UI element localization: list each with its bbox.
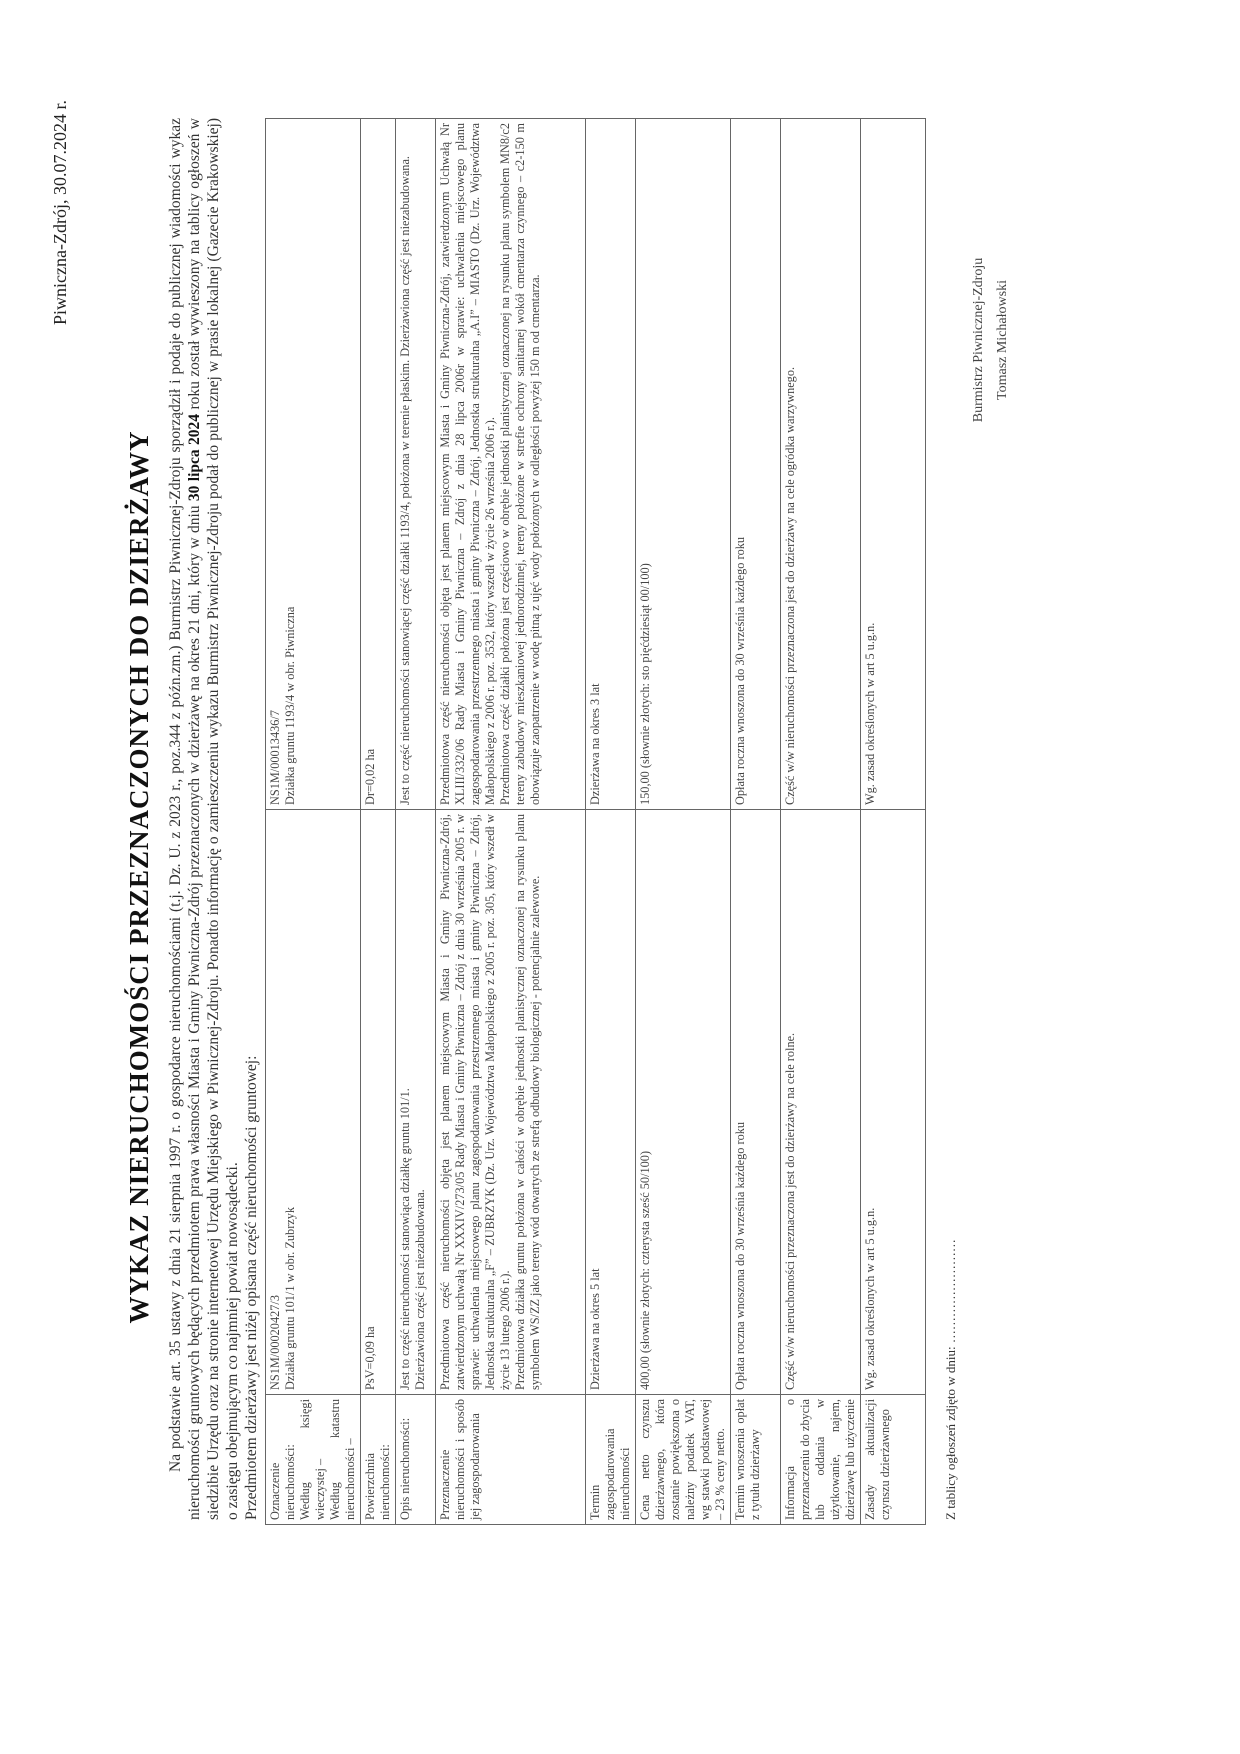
- cell-line: Opłata roczna wnoszona do 30 września każdego roku: [733, 1121, 747, 1390]
- cell-line: Przedmiotowa część nieruchomości objęta jest planem miejscowym Miasta i Gminy Piwniczna-Zdrój, zatwierdzonym Uchwałą Nr XLIII/332/06 Rady Miasta i Gminy Piwniczna – Zdrój z dnia 28 lipca 2006r w sprawie: uchwalenia miejscowego planu zagospodarowania przestrzennego miasta i gminy Piwniczna – Zdrój, Jednostka strukturalna „A.I” – MIASTO (Dz. Urz. Województwa Małopolskiego z 2006 r. poz. 3532, który wszedł w życie 26 września 2006 r.).: [438, 123, 497, 805]
- cell-line: Cena netto czynszu dzierżawnego, która zostanie powiększona o należny podatek VAT, wg stawki podstawowej – 23 % ceny netto.: [638, 1399, 727, 1520]
- cell-line: Działka gruntu 1193/4 w obr. Piwniczna: [283, 606, 297, 805]
- cell-parcel-1: [731, 810, 781, 1395]
- table-row: [361, 119, 396, 1525]
- cell-parcel-2: [436, 119, 586, 810]
- cell-line: Jest to część nieruchomości stanowiąca działkę gruntu 101/1.: [398, 1088, 412, 1390]
- cell-line: Przeznaczenie nieruchomości i sposób jej zagospodarowania: [438, 1399, 482, 1520]
- cell-line: NS1M/00020427/3: [268, 1295, 282, 1390]
- cell-line: Opis nieruchomości:: [398, 1417, 412, 1520]
- row-label: [636, 1395, 731, 1525]
- cell-line: Według księgi wieczystej –: [298, 1399, 327, 1520]
- table-row: [436, 119, 586, 1525]
- signature-name: Tomasz Michałowski: [995, 280, 1010, 400]
- cell-line: Dzierżawa na okres 3 lat: [588, 683, 602, 805]
- signature-role: Burmistrz Piwnicznej-Zdroju: [971, 257, 986, 423]
- cell-line: Termin zagospodarowania nieruchomości: [588, 1428, 632, 1520]
- table-row: [731, 119, 781, 1525]
- cell-parcel-2: [781, 119, 861, 810]
- cell-line: Powierzchnia nieruchomości:: [363, 1444, 392, 1520]
- property-table: [265, 118, 926, 1525]
- table-row: [586, 119, 636, 1525]
- cell-line: Przedmiotowa część nieruchomości objęta jest planem miejscowym Miasta i Gminy Piwniczna-Zdrój, zatwierdzonym uchwałą Nr XXXIV/273/05 Rady Miasta i Gminy Piwniczna – Zdrój z dnia 30 września 2005 r. w sprawie: uchwalenia miejscowego planu zagospodarowania przestrzennego miasta i gminy Piwniczna – Zdrój, Jednostka strukturalna „F” – ZUBRZYK (Dz. Urz. Województwa Małopolskiego z 2005 r. poz. 305, który wszedł w życie 13 lutego 2006 r.).: [438, 814, 512, 1390]
- cell-parcel-2: [861, 119, 926, 810]
- cell-parcel-2: [586, 119, 636, 810]
- table-row: [636, 119, 731, 1525]
- intro-subject: Przedmiotem dzierżawy jest niżej opisana część nieruchomości gruntowej:: [243, 1055, 260, 1520]
- cell-line: Oznaczenie nieruchomości:: [268, 1444, 297, 1520]
- intro-part1: Na podstawie art. 35 ustawy z dnia 21 sierpnia 1997 r. o gospodarce nieruchomościami (t.j. Dz. U. z 2023 r., poz.344 z późn.zm.) Burmistrz Piwnicznej-Zdroju sporządził i podaje do publicznej wiadomości wykaz nieruchomości gruntowych będących przedmiotem prawa własności Miasta i Gminy Piwniczna-Zdrój przeznaczonych w dzierżawę na okres 21 dni, który w dniu: [167, 118, 203, 1520]
- row-label: [781, 1395, 861, 1525]
- cell-parcel-1: [861, 810, 926, 1395]
- cell-parcel-1: [436, 810, 586, 1395]
- cell-line: NS1M/00013436/7: [268, 710, 282, 805]
- intro-text: [166, 118, 261, 1520]
- intro-part2: roku został wywieszony na tablicy ogłoszeń w siedzibie Urzędu oraz na stronie internetowej Urzędu Miejskiego w Piwnicznej-Zdroju. Ponadto informację o zamieszczeniu wykazu Burmistrz Piwnicznej-Zdroju podał do publicznej w prasie lokalnej (Gazecie Krakowskiej) o zasięgu obejmującym co najmniej powiat nowosądecki.: [186, 118, 241, 1520]
- cell-parcel-1: [266, 810, 361, 1395]
- cell-line: Wg. zasad określonych w art 5 u.g.n.: [863, 1207, 877, 1390]
- row-label: [731, 1395, 781, 1525]
- cell-line: Dzierżawa na okres 5 lat: [588, 1268, 602, 1390]
- cell-line: Dzierżawiona część jest niezabudowana.: [413, 1189, 427, 1390]
- table-row: [861, 119, 926, 1525]
- signature: [967, 190, 1015, 490]
- cell-line: Jest to część nieruchomości stanowiącej część działki 1193/4, położona w terenie płaskim. Dzierżawiona część jest niezabudowana.: [398, 156, 412, 805]
- cell-line: Część w/w nieruchomości przeznaczona jest do dzierżawy na cele ogródka warzywnego.: [783, 366, 797, 805]
- intro-paragraph: [166, 118, 242, 1520]
- cell-line: Przedmiotowa działka gruntu położona w całości w obrębie jednostki planistycznej oznaczonej na rysunku planu symbolem WS/ZZ jako tereny wód otwartych ze strefą odbudowy biologicznej - potencjalnie zalewowe.: [513, 814, 542, 1390]
- document-date: Piwniczna-Zdrój, 30.07.2024 r.: [50, 100, 70, 325]
- row-label: [361, 1395, 396, 1525]
- cell-line: Termin wnoszenia opłat z tytułu dzierżawy: [733, 1399, 762, 1520]
- cell-line: Przedmiotowa część działki położona jest częściowo w obrębie jednostki planistycznej oznaczonej na rysunku planu symbolem MN8/c2 tereny zabudowy mieszkaniowej jednorodzinnej, tereny położone w strefie ochrony sanitarnej wokół cmentarza czynnego – c2-150 m obowiązuje zaopatrzenie w wodę pitną z ujęć wody położonych w odległości powyżej 150 m od cmentarza.: [498, 123, 542, 805]
- cell-parcel-1: [586, 810, 636, 1395]
- cell-parcel-1: [636, 810, 731, 1395]
- table-row: [266, 119, 361, 1525]
- table-row: [396, 119, 436, 1525]
- cell-parcel-1: [781, 810, 861, 1395]
- cell-line: Zasady aktualizacji czynszu dzierżawnego: [863, 1399, 892, 1520]
- cell-parcel-2: [266, 119, 361, 810]
- document-body: [166, 118, 1015, 1525]
- cell-line: Opłata roczna wnoszona do 30 września każdego roku: [733, 536, 747, 805]
- table-row: [781, 119, 861, 1525]
- cell-parcel-1: [396, 810, 436, 1395]
- row-label: [861, 1395, 926, 1525]
- cell-line: Działka gruntu 101/1 w obr. Zubrzyk: [283, 1206, 297, 1390]
- cell-line: Według katastru nieruchomości –: [328, 1399, 357, 1520]
- cell-parcel-2: [731, 119, 781, 810]
- cell-parcel-2: [636, 119, 731, 810]
- cell-line: Wg. zasad określonych w art 5 u.g.n.: [863, 622, 877, 805]
- document-title: WYKAZ NIERUCHOMOŚCI PRZEZNACZONYCH DO DZIERŻAWY: [124, 430, 154, 1324]
- cell-line: PsV=0,09 ha: [363, 1326, 377, 1390]
- cell-parcel-2: [361, 119, 396, 810]
- row-label: [436, 1395, 586, 1525]
- cell-line: Dr=0,02 ha: [363, 748, 377, 805]
- cell-line: 400,00 (słownie złotych: czterysta sześć 50/100): [638, 1150, 652, 1390]
- cell-line: Informacja o przeznaczeniu do zbycia lub oddania w użytkowanie, najem, dzierżawę lub użyczenie: [783, 1399, 857, 1520]
- row-label: [396, 1395, 436, 1525]
- cell-line: 150,00 (słownie złotych: sto pięćdziesiąt 00/100): [638, 563, 652, 805]
- cell-parcel-2: [396, 119, 436, 810]
- cell-line: Część w/w nieruchomości przeznaczona jest do dzierżawy na cele rolne.: [783, 1032, 797, 1390]
- row-label: [266, 1395, 361, 1525]
- row-label: [586, 1395, 636, 1525]
- cell-parcel-1: [361, 810, 396, 1395]
- intro-bold-date: 30 lipca 2024: [186, 413, 203, 502]
- removed-date-note: Z tablicy ogłoszeń zdjęto w dniu: ……………………: [943, 1239, 958, 1520]
